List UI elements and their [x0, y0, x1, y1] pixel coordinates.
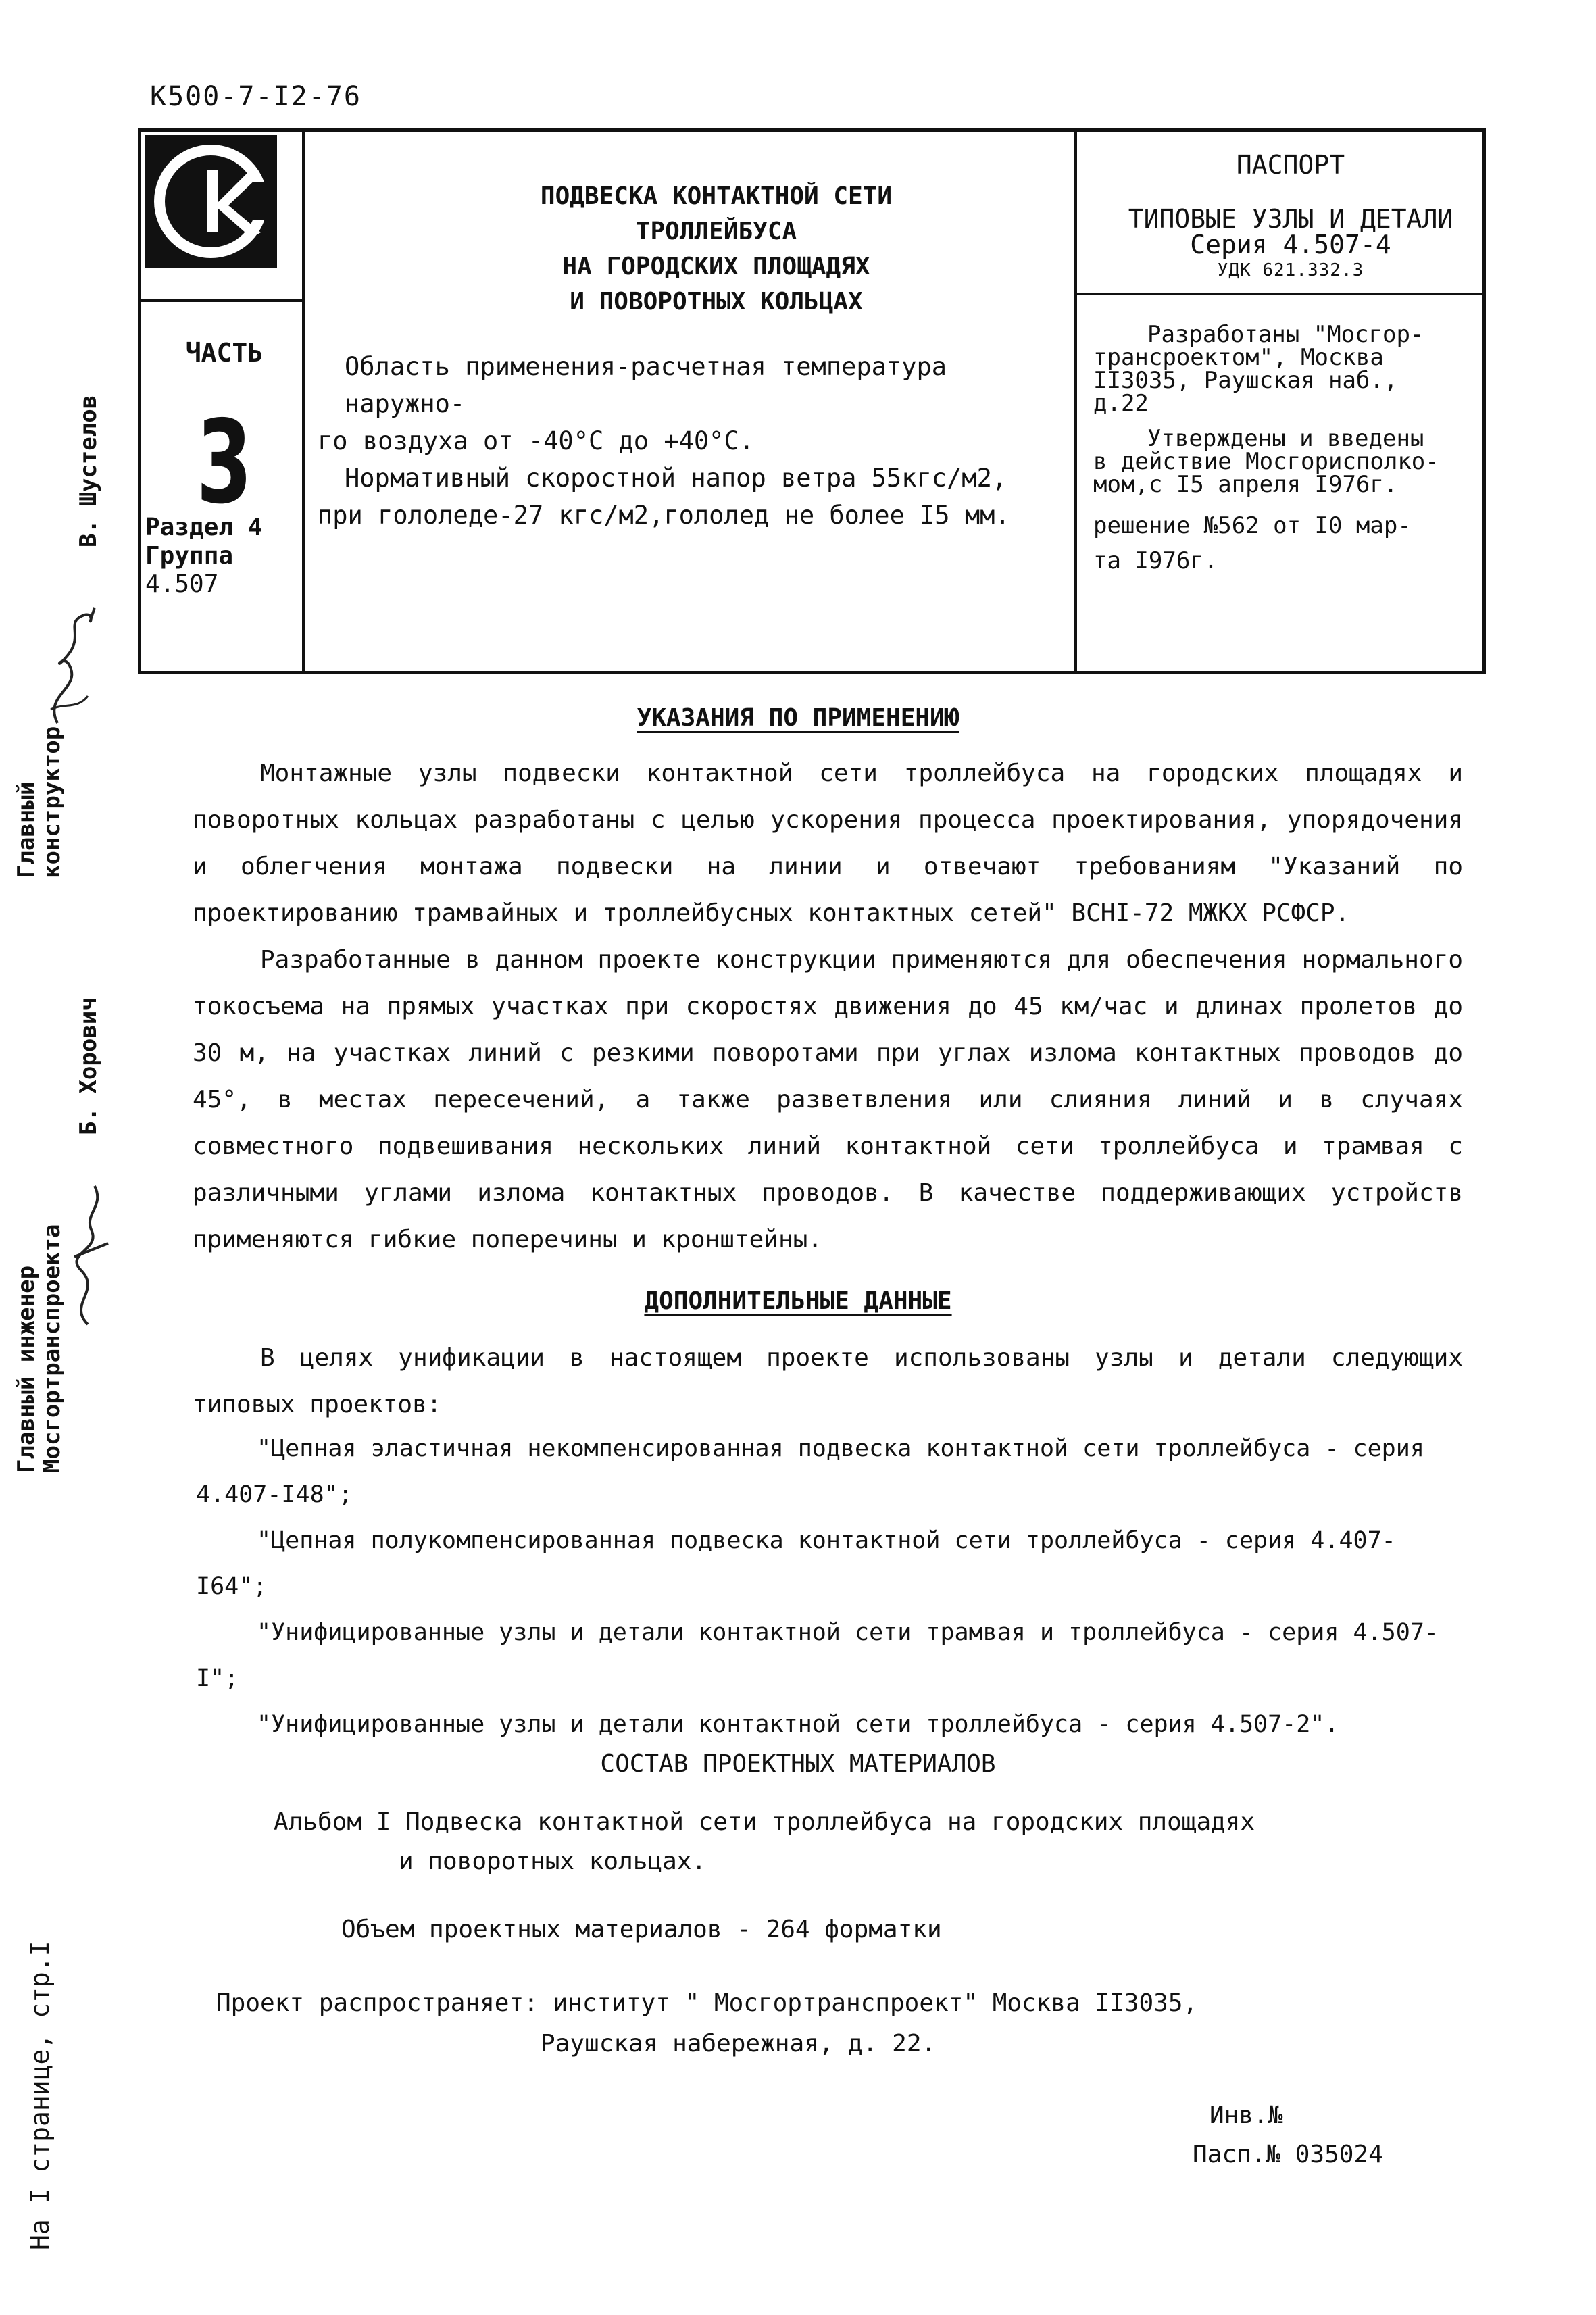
reference-text: "Цепная полукомпенсированная подвеска контактной сети троллейбуса - серия 4.407-I64";: [196, 1527, 1396, 1600]
divider: [1074, 132, 1077, 671]
composition-heading: СОСТАВ ПРОЕКТНЫХ МАТЕРИАЛОВ: [600, 1750, 996, 1778]
approved-by: [1093, 427, 1472, 496]
sk-logo-icon: [145, 135, 277, 268]
group-label: Группа: [145, 542, 234, 570]
inventory-number: Инв.№: [1210, 2101, 1283, 2129]
scope-line: го воздуха от -40°С до +40°С.: [318, 426, 755, 455]
page-note: На I странице, стр.I: [25, 1941, 55, 2250]
signature-engineer: [54, 1176, 122, 1331]
section-info: [145, 514, 262, 599]
reference-item: [196, 1610, 1460, 1701]
paragraph-text: Монтажные узлы подвески контактной сети троллейбуса на городских площадях и поворотных кольцах разработаны с целью ускорения процесса проектирования, упорядочения и облегчения монтажа подвески на линии и отвечают требованиям "Указаний по проектированию трамвайных и троллейбусных контактных сетей" ВСНI-72 МЖКХ РСФСР.: [193, 760, 1463, 927]
scope-line: Область применения-расчетная температура наружно-: [345, 352, 947, 418]
developed-line: II3035, Раушская наб.,: [1093, 367, 1398, 394]
developer-block: [1093, 323, 1472, 591]
chief-engineer-role: Главный инженер Мосгортранспроекта: [13, 1224, 66, 1473]
decision: [1093, 508, 1472, 578]
part-label: ЧАСТЬ: [185, 338, 264, 368]
scope-of-application: [318, 348, 1068, 534]
reference-text: "Унифицированные узлы и детали контактной сети троллейбуса - серия 4.507-2".: [257, 1711, 1339, 1738]
reference-item: [196, 1518, 1460, 1610]
title-line: И ПОВОРОТНЫХ КОЛЬЦАХ: [570, 288, 863, 316]
approved-line: Утверждены и введены: [1147, 425, 1424, 452]
developed-line: трансроектом", Москва: [1093, 344, 1384, 371]
document-title: [378, 179, 1054, 320]
reference-text: "Унифицированные узлы и детали контактной сети трамвая и троллейбуса - серия 4.507-I";: [196, 1619, 1439, 1692]
instructions-heading: УКАЗАНИЯ ПО ПРИМЕНЕНИЮ: [637, 704, 959, 732]
sk-logo: [145, 135, 277, 268]
title-line: НА ГОРОДСКИХ ПЛОЩАДЯХ: [562, 253, 870, 280]
passport-number: Пасп.№ 035024: [1193, 2141, 1383, 2168]
developed-by: [1093, 323, 1472, 415]
signature-designer: [37, 595, 111, 730]
chief-engineer-name: Б. Хорович: [75, 997, 102, 1135]
decision-line: решение №562 от I0 мар-: [1093, 512, 1412, 539]
album-entry: [274, 1803, 1422, 1881]
decision-line: та I976г.: [1093, 547, 1218, 574]
reference-text: "Цепная эластичная некомпенсированная подвеска контактной сети троллейбуса - серия 4.407-I48";: [196, 1435, 1424, 1508]
developed-line: Разработаны "Мосгор-: [1147, 321, 1424, 348]
title-line: ПОДВЕСКА КОНТАКТНОЙ СЕТИ: [540, 182, 893, 210]
passport-title: ПАСПОРТ: [1236, 150, 1345, 180]
distrib-line: Проект распространяет: институт " Мосгортранспроект" Москва II3035,: [216, 1989, 1198, 2017]
scope-line: при гололеде-27 кгс/м2,гололед не более I5 мм.: [318, 501, 1010, 530]
paragraph-text: В целях унификации в настоящем проекте использованы узлы и детали следующих типовых проектов:: [193, 1344, 1463, 1418]
paragraph-1: [193, 750, 1463, 937]
paragraph-text: Разработанные в данном проекте конструкции применяются для обеспечения нормального токосъема на прямых участках при скоростях движения до 45 км/час и длинах пролетов до 30 м, на участках линий с резкими поворотами при углах излома контактных проводов до 45°, в местах пересечений, а также разветвления или слияния линий и в случаях совместного подвешивания нескольких линий контактной сети троллейбуса и трамвая с различными углами излома контактных проводов. В качестве поддерживающих устройств применяются гибкие поперечины и кронштейны.: [193, 946, 1463, 1253]
album-line: Альбом I Подвеска контактной сети троллейбуса на городских площадях: [274, 1808, 1255, 1836]
volume-info: Объем проектных материалов - 264 форматки: [341, 1916, 942, 1943]
passport-block: [1095, 147, 1487, 284]
inventory-info: [1193, 2096, 1383, 2174]
part-number: 3: [196, 396, 253, 530]
developed-line: д.22: [1093, 390, 1149, 417]
scope-line: Нормативный скоростной напор ветра 55кгс/м2,: [345, 464, 1007, 493]
group-code: 4.507: [145, 570, 219, 598]
typical-units: ТИПОВЫЕ УЗЛЫ И ДЕТАЛИ: [1128, 204, 1453, 234]
approved-line: в действие Мосгорисполко-: [1093, 448, 1439, 475]
reference-item: [196, 1701, 1460, 1747]
additional-intro: [193, 1335, 1463, 1428]
udk-code: УДК 621.332.3: [1217, 260, 1364, 280]
series-label: Серия 4.507-4: [1190, 230, 1391, 259]
chief-designer-name: В. Шустелов: [75, 395, 102, 547]
distrib-line: Раушская набережная, д. 22.: [541, 2030, 937, 2058]
reference-item: [196, 1426, 1460, 1518]
divider: [141, 299, 302, 302]
section-label: Раздел 4: [145, 514, 263, 541]
divider: [302, 132, 305, 671]
document-code: К500-7-I2-76: [150, 81, 361, 112]
divider: [1074, 293, 1482, 295]
distributor-info: [216, 1983, 1466, 2064]
approved-line: мом,с I5 апреля I976г.: [1093, 471, 1398, 498]
paragraph-2: [193, 937, 1463, 1263]
album-line: и поворотных кольцах.: [399, 1847, 707, 1875]
additional-heading: ДОПОЛНИТЕЛЬНЫЕ ДАННЫЕ: [644, 1287, 952, 1315]
chief-designer-role: Главный конструктор: [13, 726, 66, 878]
title-line: ТРОЛЛЕЙБУСА: [635, 218, 797, 245]
